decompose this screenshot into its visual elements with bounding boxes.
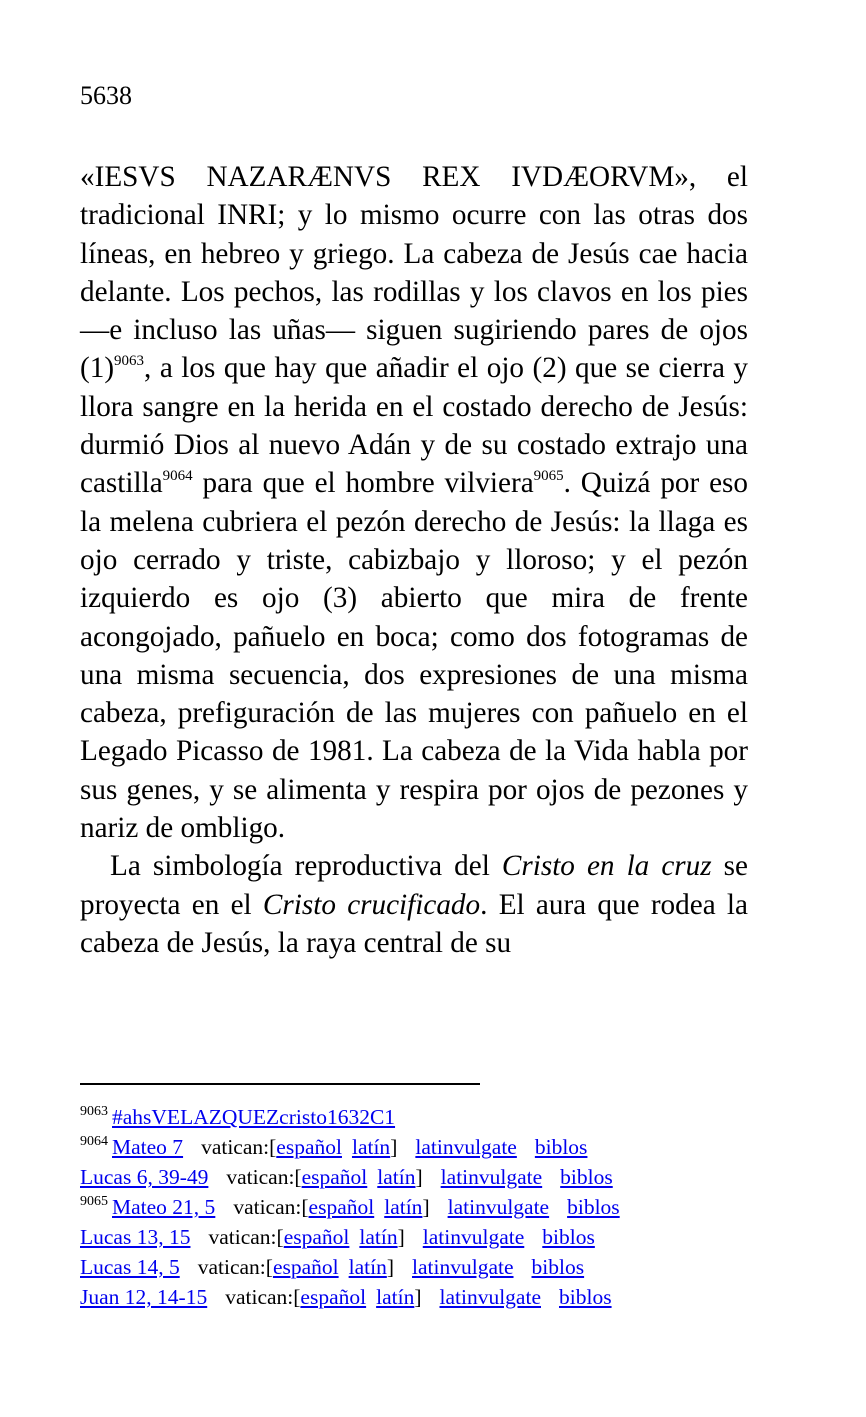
vatican-label: vatican:[ — [233, 1195, 309, 1219]
paragraph-1: «IESVS NAZARÆNVS REX IVDÆORVM», el tradicional INRI; y lo mismo ocurre con las otras dos líneas, en hebreo y griego. La cabeza de Jesús cae hacia delante. Los pechos, las rodillas y los clavos en los pies —e incluso las uñas— siguen sugiriendo pares de ojos $(1)^{9063}$, a los que hay que añadir el ojo (2) que se cierra y llora sangre en la herida en el costado derecho de Jesús: durmió Dios al nuevo Adán y de su costado extrajo una castilla$^{9064}$ para que el hombre vilviera$^{9065}$. Quizá por eso la melena cubriera el pezón derecho de Jesús: la llaga es ojo cerrado y triste, cabizbajo y lloroso; y el pezón izquierdo es ojo (3) abierto que mira de frente acongojado, pañuelo en boca; como dos fotogramas de una misma secuencia, dos expresiones de una misma cabeza, prefiguración de las mujeres con pañuelo en el Legado Picasso de 1981. La cabeza de la Vida habla por sus genes, y se alimenta y respira por ojos de pezones y nariz de ombligo. — [80, 161, 749, 845]
footnote-9065-line — [80, 1252, 780, 1282]
vatican-label: vatican:[ — [201, 1135, 277, 1159]
footnote-number: 9065 — [80, 1194, 108, 1209]
latinvulgate-link[interactable]: latinvulgate — [439, 1285, 541, 1309]
vatican-close-bracket: ] — [415, 1165, 423, 1189]
vatican-label: vatican:[ — [197, 1255, 273, 1279]
footnotes — [80, 1102, 780, 1312]
footnote-9064-line — [80, 1132, 780, 1162]
footnote-number: 9063 — [80, 1104, 108, 1119]
latinvulgate-link[interactable]: latinvulgate — [415, 1135, 517, 1159]
footnote-reference-lines — [80, 1132, 780, 1312]
biblos-link[interactable]: biblos — [567, 1195, 620, 1219]
vatican-label: vatican:[ — [225, 1285, 301, 1309]
footnote-9065-line — [80, 1282, 780, 1312]
italic-title-cristo-crucificado: Cristo crucificado — [262, 888, 481, 921]
vatican-label: vatican:[ — [208, 1225, 284, 1249]
vatican-close-bracket: ] — [390, 1135, 398, 1159]
bible-reference-link[interactable]: Lucas 13, 15 — [80, 1225, 191, 1249]
footnote-9065-line — [80, 1192, 780, 1222]
biblos-link[interactable]: biblos — [531, 1255, 585, 1279]
bible-reference-link[interactable]: Lucas 6, 39-49 — [80, 1165, 209, 1189]
footnote-ref-9063: 9063 — [114, 353, 145, 370]
latinvulgate-link[interactable]: latinvulgate — [440, 1165, 543, 1189]
footnote-9064-line — [80, 1162, 780, 1192]
vatican-spanish-link[interactable]: español — [308, 1195, 375, 1219]
footnote-number: 9064 — [80, 1134, 108, 1149]
latinvulgate-link[interactable]: latinvulgate — [422, 1225, 525, 1249]
vatican-spanish-link[interactable]: español — [300, 1285, 367, 1309]
vatican-latin-link[interactable]: latín — [351, 1135, 391, 1159]
latinvulgate-link[interactable]: latinvulgate — [447, 1195, 550, 1219]
vatican-close-bracket: ] — [414, 1285, 422, 1309]
bible-reference-link[interactable]: Mateo 21, 5 — [112, 1195, 216, 1219]
footnote-separator — [80, 1083, 480, 1085]
bible-reference-link[interactable]: Mateo 7 — [112, 1135, 184, 1159]
vatican-latin-link[interactable]: latín — [359, 1225, 398, 1249]
page-number: 5638 — [80, 81, 132, 110]
vatican-latin-link[interactable]: latín — [384, 1195, 423, 1219]
vatican-label: vatican:[ — [226, 1165, 302, 1189]
paragraph-2: La simbología reproductiva del Cristo en la cruz se proyecta en el Cristo crucificado. El aura que rodea la cabeza de Jesús, la raya central de su — [80, 850, 748, 959]
bible-reference-link[interactable]: Lucas 14, 5 — [80, 1255, 180, 1279]
footnote-ref-9064: 9064 — [162, 468, 193, 485]
footnote-ref-9065: 9065 — [533, 468, 564, 485]
vatican-latin-link[interactable]: latín — [348, 1255, 387, 1279]
biblos-link[interactable]: biblos — [560, 1165, 613, 1189]
vatican-close-bracket: ] — [422, 1195, 430, 1219]
vatican-spanish-link[interactable]: español — [272, 1255, 339, 1279]
vatican-latin-link[interactable]: latín — [376, 1285, 415, 1309]
vatican-close-bracket: ] — [397, 1225, 405, 1249]
footnote-link[interactable]: #ahsVELAZQUEZcristo1632C1 — [112, 1105, 396, 1129]
vatican-spanish-link[interactable]: español — [283, 1225, 350, 1249]
vatican-close-bracket: ] — [386, 1255, 395, 1279]
vatican-spanish-link[interactable]: español — [276, 1135, 342, 1159]
vatican-latin-link[interactable]: latín — [377, 1165, 416, 1189]
bible-reference-link[interactable]: Juan 12, 14-15 — [80, 1285, 208, 1309]
footnote-9063 — [80, 1102, 780, 1132]
vatican-spanish-link[interactable]: español — [301, 1165, 368, 1189]
biblos-link[interactable]: biblos — [534, 1135, 588, 1159]
biblos-link[interactable]: biblos — [559, 1285, 612, 1309]
biblos-link[interactable]: biblos — [542, 1225, 595, 1249]
footnote-9065-line — [80, 1222, 780, 1252]
body-text — [80, 158, 748, 962]
italic-title-cristo-en-la-cruz: Cristo en la cruz — [501, 850, 712, 883]
latinvulgate-link[interactable]: latinvulgate — [412, 1255, 514, 1279]
